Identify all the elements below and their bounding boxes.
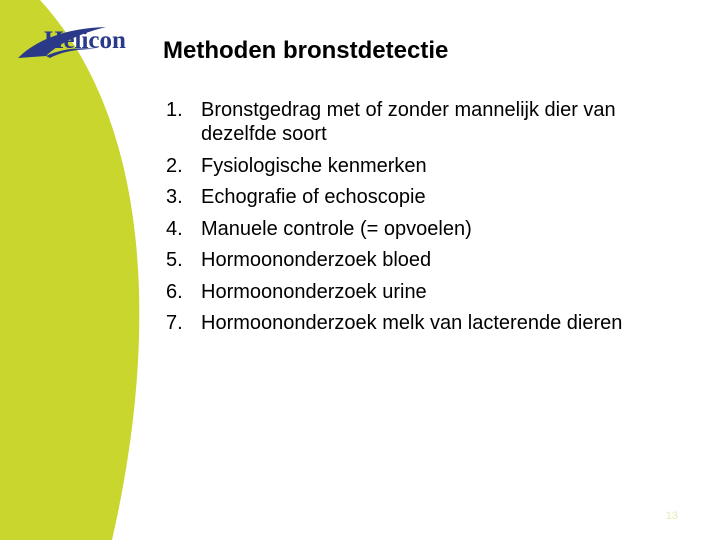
list-item <box>166 154 656 178</box>
list-item-number: 3. <box>166 186 183 208</box>
list-item-text: Hormoononderzoek urine <box>201 280 427 303</box>
list-item <box>166 185 656 209</box>
list-item <box>166 217 656 241</box>
list-item-text: Hormoononderzoek melk van lacterende dieren <box>201 312 623 334</box>
method-list <box>166 98 656 343</box>
list-item-text: Bronstgedrag met of zonder mannelijk dier van dezelfde soort <box>201 99 616 145</box>
list-item-number: 6. <box>166 280 183 303</box>
list-item-number: 7. <box>166 312 183 334</box>
list-item <box>166 98 656 146</box>
list-item-number: 4. <box>166 217 183 240</box>
list-item-number: 5. <box>166 249 183 271</box>
helicon-logo-text: Helicon <box>44 27 126 54</box>
slide-title: Methoden bronstdetectie <box>163 37 449 64</box>
list-item-text: Fysiologische kenmerken <box>201 154 427 177</box>
list-item-number: 1. <box>166 99 183 121</box>
list-item <box>166 248 656 272</box>
list-item-text: Echografie of echoscopie <box>201 186 426 208</box>
list-item-text: Hormoononderzoek bloed <box>201 249 432 271</box>
list-item <box>166 280 656 304</box>
list-item-number: 2. <box>166 154 183 177</box>
page-number: 13 <box>665 510 678 522</box>
list-item <box>166 311 656 335</box>
list-item-text: Manuele controle (= opvoelen) <box>201 217 472 240</box>
